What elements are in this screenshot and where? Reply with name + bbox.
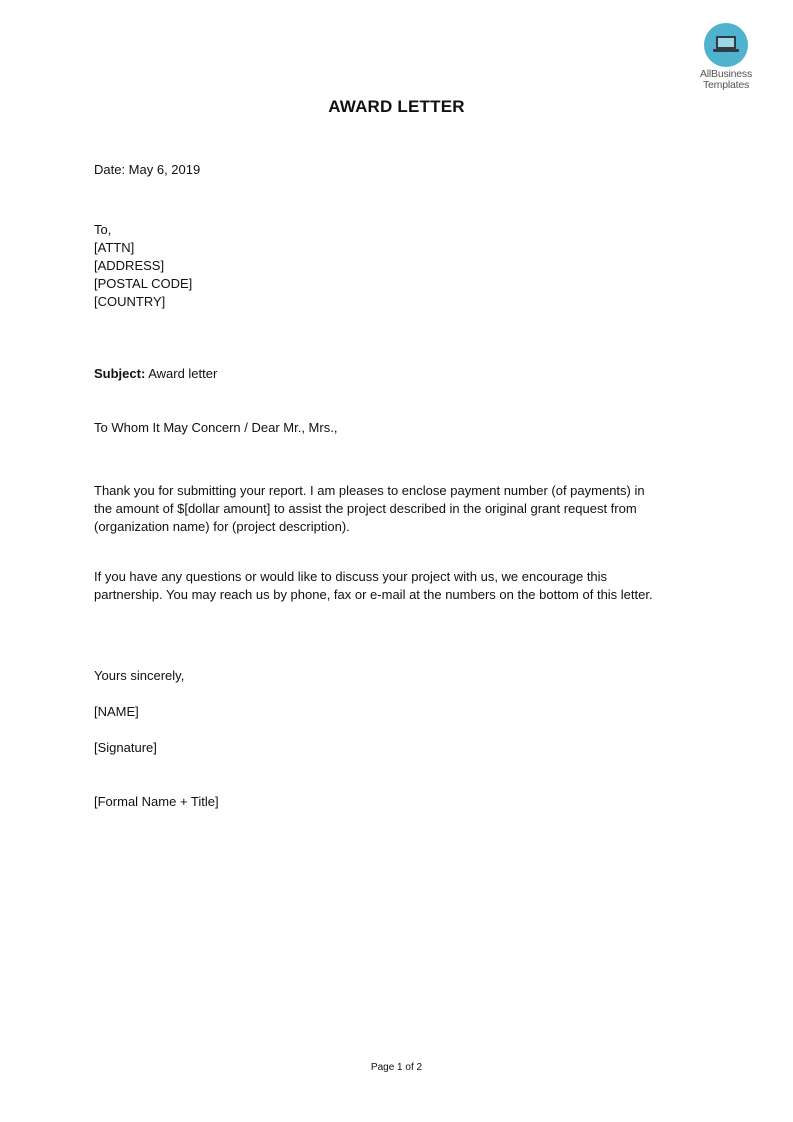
body-paragraph-2: [94, 568, 684, 604]
formal-name-title: [Formal Name + Title]: [94, 794, 219, 809]
recipient-attn: [ATTN]: [94, 240, 135, 255]
subject-label: Subject:: [94, 366, 146, 381]
recipient-postal-code: [POSTAL CODE]: [94, 276, 193, 291]
recipient-country: [COUNTRY]: [94, 294, 166, 309]
letter-date: Date: May 6, 2019: [94, 162, 201, 177]
paragraph-1-line-2: the amount of $[dollar amount] to assist the project described in the original grant request from: [94, 501, 637, 516]
logo-line-2: Templates: [702, 79, 750, 91]
salutation: To Whom It May Concern / Dear Mr., Mrs.,: [94, 420, 338, 435]
subject-value: Award letter: [145, 366, 218, 381]
recipient-to: To,: [94, 222, 112, 237]
page-title: AWARD LETTER: [328, 97, 465, 116]
logo-text: [694, 69, 758, 91]
body-paragraph-1: [94, 482, 684, 536]
paragraph-2-line-2: partnership. You may reach us by phone, fax or e-mail at the numbers on the bottom of this letter.: [94, 587, 653, 602]
subject-line: [94, 365, 217, 383]
paragraph-1-line-3: (organization name) for (project description).: [94, 519, 350, 534]
recipient-address: [ADDRESS]: [94, 258, 165, 273]
signature: [Signature]: [94, 740, 157, 755]
paragraph-2-line-1: If you have any questions or would like to discuss your project with us, we encourage this: [94, 569, 608, 584]
brand-logo: [694, 23, 758, 91]
sender-name: [NAME]: [94, 704, 139, 719]
closing: Yours sincerely,: [94, 668, 185, 683]
logo-line-1: AllBusiness: [699, 68, 753, 80]
page-number: Page 1 of 2: [370, 1062, 423, 1073]
laptop-icon: [704, 23, 748, 67]
paragraph-1-line-1: Thank you for submitting your report. I am pleases to enclose payment number (of payments) in: [94, 483, 645, 498]
